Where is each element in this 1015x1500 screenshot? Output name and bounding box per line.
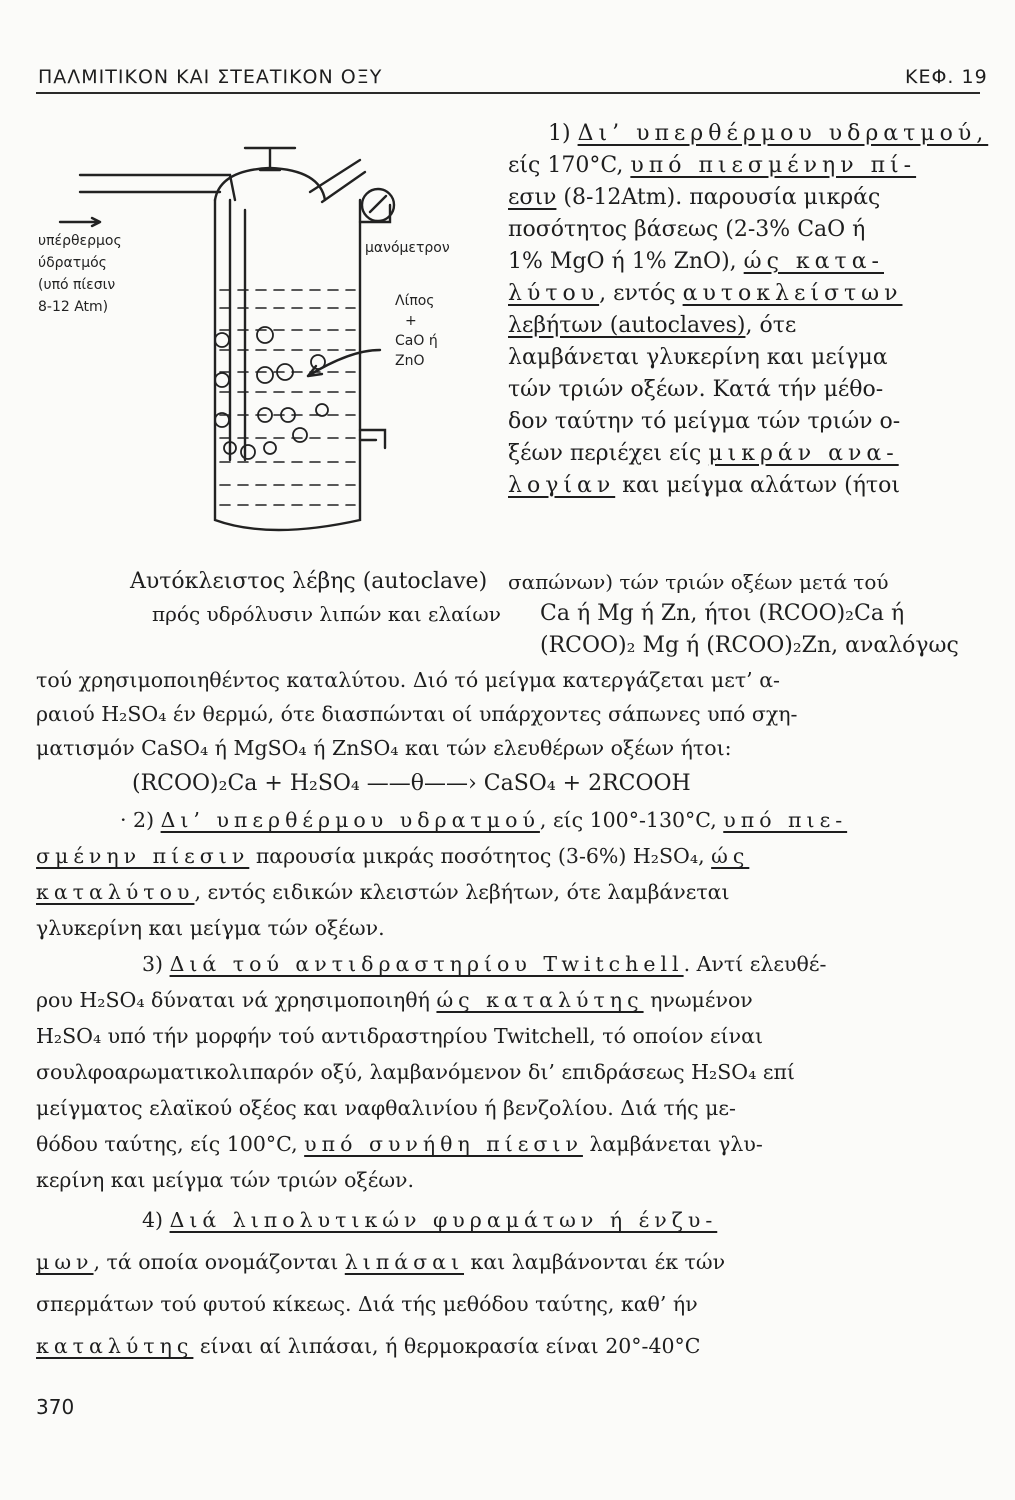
text-line-24: 3) Διά τού αντιδραστηρίου Twitchell. Αντί ελευθέ- [142, 952, 827, 976]
text-line-27: σουλφοαρωματικολιπαρόν οξύ, λαμβανόμενον δι’ επιδράσεως H₂SO₄ επί [36, 1060, 795, 1084]
text-line-21: σμένην πίεσιν παρουσία μικράς ποσότητος (3-6%) H₂SO₄, ώς [36, 844, 750, 868]
text-line-22: καταλύτου, εντός ειδικών κλειστών λεβήτων, ότε λαμβάνεται [36, 880, 730, 904]
text-line-26: H₂SO₄ υπό τήν μορφήν τού αντιδραστηρίου Twitchell, τό οποίον είναι [36, 1024, 763, 1048]
page-number: 370 [36, 1395, 75, 1419]
text-line-32: μων, τά οποία ονομάζονται λιπάσαι και λαμβάνονται έκ τών [36, 1250, 726, 1274]
figure-caption-line-1: Αυτόκλειστος λέβης (autoclave) [130, 569, 488, 594]
steam-label-4: 8-12 Atm) [38, 299, 109, 315]
text-line-17: ραιού H₂SO₄ έν θερμώ, ότε διασπώνται οί υπάρχοντες σάπωνες υπό σχη- [36, 702, 798, 726]
text-line-4: ποσότητος βάσεως (2-3% CaO ή [508, 217, 866, 242]
text-line-16: τού χρησιμοποιηθέντος καταλύτου. Διό τό μείγμα κατεργάζεται μετ’ α- [36, 668, 780, 692]
text-line-13: σαπώνων) τών τριών οξέων μετά τού [508, 570, 889, 594]
fats-label-3: CaO ή [395, 333, 438, 349]
fats-label-1: Λίπος [395, 293, 435, 309]
steam-label-2: ύδρατμός [38, 255, 107, 271]
autoclave-figure [38, 130, 500, 560]
text-line-20: · 2) Δι’ υπερθέρμου υδρατμού, είς 100°-130°C, υπό πιε- [120, 808, 848, 832]
text-line-28: μείγματος ελαϊκού οξέος και ναφθαλινίου ή βενζολίου. Διά τής με- [36, 1096, 736, 1120]
figure-caption-line-2: πρός υδρόλυσιν λιπών και ελαίων [152, 602, 501, 626]
header-title: ΠΑΛΜΙΤΙΚΟΝ ΚΑΙ ΣΤΕΑΤΙΚΟΝ ΟΞΥ [38, 66, 383, 88]
equation-line: (RCOO)₂Ca + H₂SO₄ ——θ——› CaSO₄ + 2RCOOH [132, 771, 691, 796]
text-line-2: είς 170°C, υπό πιεσμένην πί- [508, 153, 917, 178]
text-line-1: 1) Δι’ υπερθέρμου υδρατμού, [548, 121, 989, 146]
chapter-label: ΚΕΦ. 19 [905, 66, 988, 88]
text-line-34: καταλύτης είναι αί λιπάσαι, ή θερμοκρασία είναι 20°-40°C [36, 1334, 701, 1358]
steam-label-3: (υπό πίεσιν [38, 277, 116, 293]
text-line-25: ρου H₂SO₄ δύναται νά χρησιμοποιηθή ώς καταλύτης ηνωμένον [36, 988, 753, 1012]
text-line-7: λεβήτων (autoclaves), ότε [508, 313, 797, 338]
text-line-6: λύτου, εντός αυτοκλείστων [508, 281, 903, 306]
top-valve [245, 148, 295, 170]
text-line-11: ξέων περιέχει είς μικράν ανα- [508, 441, 899, 466]
fats-label-4: ZnO [395, 353, 425, 369]
steam-label-1: υπέρθερμος [38, 233, 122, 249]
text-line-5: 1% MgO ή 1% ZnO), ώς κατα- [508, 249, 884, 274]
text-line-29: θόδου ταύτης, είς 100°C, υπό συνήθη πίεσιν λαμβάνεται γλυ- [36, 1132, 763, 1156]
text-line-23: γλυκερίνη και μείγμα τών οξέων. [36, 916, 385, 940]
text-line-8: λαμβάνεται γλυκερίνη και μείγμα [508, 345, 888, 370]
steam-pipe [80, 175, 235, 200]
text-line-18: ματισμόν CaSO₄ ή MgSO₄ ή ZnSO₄ και τών ελευθέρων οξέων ήτοι: [36, 736, 732, 760]
text-line-30: κερίνη και μείγμα τών τριών οξέων. [36, 1168, 415, 1192]
text-line-31: 4) Διά λιπολυτικών φυραμάτων ή ένζυ- [142, 1208, 718, 1232]
text-line-14: Ca ή Mg ή Zn, ήτοι (RCOO)₂Ca ή [540, 601, 905, 626]
manometer-label: μανόμετρον [365, 240, 450, 256]
text-line-3: εσιν (8-12Atm). παρουσία μικράς [508, 185, 881, 210]
text-line-12: λογίαν και μείγμα αλάτων (ήτοι [508, 473, 900, 498]
drain-tap [360, 430, 385, 448]
text-line-33: σπερμάτων τού φυτού κίκεως. Διά τής μεθόδου ταύτης, καθ’ ήν [36, 1292, 698, 1316]
fats-label-2: + [405, 313, 417, 329]
text-line-10: δον ταύτην τό μείγμα τών τριών ο- [508, 409, 901, 434]
text-line-9: τών τριών οξέων. Κατά τήν μέθο- [508, 377, 884, 402]
text-line-15: (RCOO)₂ Mg ή (RCOO)₂Zn, αναλόγως [540, 633, 959, 658]
header-rule [36, 92, 980, 94]
